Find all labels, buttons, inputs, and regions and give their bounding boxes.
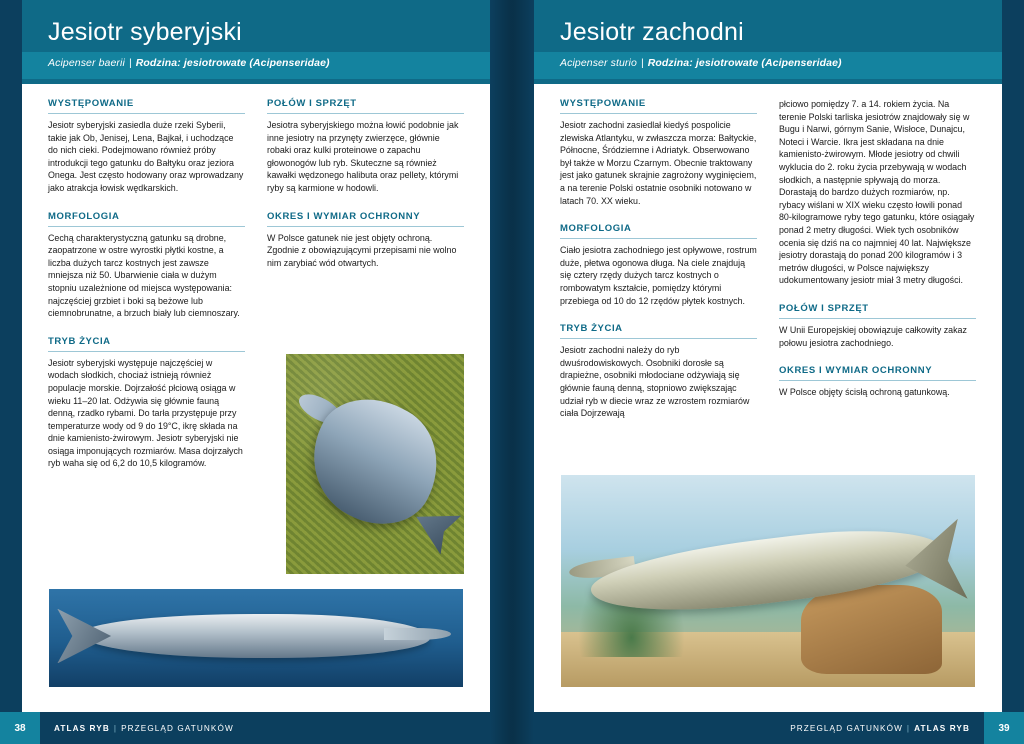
section-heading-polow-left: POŁÓW I SPRZĘT [267, 98, 464, 114]
left-page-subtitle-bar [22, 52, 490, 79]
left-page-footer [0, 712, 512, 744]
left-footer-section: PRZEGLĄD GATUNKÓW [121, 723, 234, 733]
section-okres-left [267, 211, 464, 270]
left-page-family-name: Rodzina: jesiotrowate (Acipenseridae) [135, 57, 330, 69]
section-text-morfologia-left: Cechą charakterystyczną gatunku są drobne, zaopatrzone w ostre wyrostki płytki kostne, a liczba dużych tarcz kostnych jest zawsze mniejsza niż 50. Ubarwienie ciała w dużym stopniu uzależnione od miejsca występowania: najczęściej grzbiet i boki są beżowe lub ciemnobrunatne, a brzuch biały lub ciemnoszary. [48, 232, 240, 319]
section-text-tryb-zycia-continued-right: płciowo pomiędzy 7. a 14. rokiem życia. Na terenie Polski tarliska jesiotrów znajdowały się w Bugu i Narwi, górnym Sanie, Wisłoce, Dunajcu, Noteci i Warcie. Ikra jest składana na dnie kamienisto-żwirowym. Młode jesiotry od chwili wyklucia do 2. roku życia przebywają w wodach słodkich, a następnie spływają do morza. Dorastają do bardzo dużych rozmiarów, np. rybacy wiślani w XIX wieku często łowili ponad 80-kilogramowe ryby tego gatunku, które osiągały ponad 2 metry długości. Wiek tych osobników ocenia się dziś na co najmniej 40 lat. Największe jesiotry dorastają do ponad 200 kilogramów i 3 metrów długości, w Polsce największy udokumentowany jesiotr miał 3 metry długości. [779, 99, 975, 286]
right-page-sheet [534, 0, 1002, 712]
right-page-column-1 [560, 98, 757, 436]
section-heading-tryb-zycia-right: TRYB ŻYCIA [560, 323, 757, 339]
left-page-taxonomy [48, 57, 330, 69]
left-page-column-1 [48, 98, 245, 486]
section-heading-morfologia-right: MORFOLOGIA [560, 223, 757, 239]
section-text-wystepowanie-right: Jesiotr zachodni zasiedlał kiedyś pospolicie zlewiska Atlantyku, w zwłaszcza morza: Bałtyckie, Północne, Śródziemne i Adriatyk. Obserwowano był także w Morzu Czarnym. Obecnie traktowany jest jako gatunek skrajnie zagrożony wyginięciem, a na terenie Polski ostatnie osobniki notowano w latach 70. XX wieku. [560, 120, 757, 206]
section-polow-right [779, 303, 976, 349]
section-tryb-zycia-continued-right [779, 98, 976, 287]
left-page-footer-text [54, 724, 234, 733]
section-text-okres-left: W Polsce gatunek nie jest objęty ochroną. Zgodnie z obowiązującymi przepisami nie wolno nim zarybiać wód otwartych. [267, 232, 457, 268]
right-page-family-name: Rodzina: jesiotrowate (Acipenseridae) [647, 57, 842, 69]
section-text-polow-left: Jesiotra syberyjskiego można łowić podobnie jak inne jesiotry na przynęty zwierzęce, głównie robaki oraz kulki proteinowe o zapachu głowonogów lub ryb. Skuteczne są również kawałki wędzonego halibuta oraz pellety, którymi ryby są karmione w hodowli. [267, 120, 459, 193]
left-page-sheet [22, 0, 490, 712]
section-text-tryb-zycia-right: Jesiotr zachodni należy do ryb dwuśrodowiskowych. Osobniki dorosłe są drapieżne, osobniki młodociane odżywiają się głównie fauną denną, stopniowo zwiększając udział ryb w diecie wraz ze wzrostem rozmiarów ciała Dojrzewają [560, 345, 750, 419]
photo-sturgeon-in-blue-water [48, 588, 464, 688]
right-page-column-2 [779, 98, 976, 436]
right-page-title: Jesiotr zachodni [560, 18, 744, 46]
right-page-columns [560, 98, 976, 436]
section-text-tryb-zycia-left: Jesiotr syberyjski występuje najczęściej w wodach słodkich, chociaż istnieją również populacje morskie. Dojrzałość płciową osiąga w wieku 11–20 lat. Odżywia się głównie fauną denną, rzadko rybami. Do tarła przystępuje przy temperaturze wody od 9 do 19°C, ikrę składa na dnie kamienisto-żwirowym. Jesiotr syberyjski nie osiąga imponujących rozmiarów. Masa dojrzałych ryb waha się od 6,2 do 10,5 kilogramów. [48, 357, 243, 469]
right-page-footer-text [790, 724, 970, 733]
right-page-species-name: Acipenser sturio [560, 57, 637, 69]
right-page-footer [512, 712, 1024, 744]
section-okres-right [779, 365, 976, 399]
right-page-subtitle-bar [534, 52, 1002, 79]
right-page-taxonomy [560, 57, 842, 69]
section-tryb-zycia-right [560, 323, 757, 420]
section-text-okres-right: W Polsce objęty ścisłą ochroną gatunkową. [779, 387, 950, 398]
section-heading-polow-right: POŁÓW I SPRZĘT [779, 303, 976, 319]
section-heading-morfologia-left: MORFOLOGIA [48, 211, 245, 227]
section-heading-tryb-zycia-left: TRYB ŻYCIA [48, 336, 245, 352]
photo-fish2-snout [384, 628, 450, 640]
right-footer-book-title: ATLAS RYB [914, 723, 970, 733]
left-page-title: Jesiotr syberyjski [48, 18, 242, 46]
right-footer-section: PRZEGLĄD GATUNKÓW [790, 723, 903, 733]
illustration-atlantic-sturgeon-underwater [560, 474, 976, 688]
illustration-rock [801, 585, 942, 674]
left-page-separator: | [128, 57, 132, 69]
section-morfologia-right [560, 223, 757, 307]
section-heading-wystepowanie-left: WYSTĘPOWANIE [48, 98, 245, 114]
left-footer-book-title: ATLAS RYB [54, 723, 110, 733]
photo-fish2-tail [57, 609, 111, 664]
section-heading-okres-right: OKRES I WYMIAR OCHRONNY [779, 365, 976, 381]
right-page [512, 0, 1024, 744]
section-heading-wystepowanie-right: WYSTĘPOWANIE [560, 98, 757, 114]
left-footer-divider: | [113, 723, 118, 733]
section-wystepowanie-right [560, 98, 757, 207]
right-page-number: 39 [984, 712, 1024, 744]
right-footer-divider: | [906, 723, 911, 733]
left-page-number: 38 [0, 712, 40, 744]
section-tryb-zycia-left [48, 336, 245, 470]
left-page-header [22, 0, 490, 84]
right-page-separator: | [640, 57, 644, 69]
photo-sturgeon-on-algae [285, 353, 465, 575]
right-page-header [534, 0, 1002, 84]
section-text-polow-right: W Unii Europejskiej obowiązuje całkowity zakaz połowu jesiotra zachodniego. [779, 324, 967, 348]
section-polow-left [267, 98, 464, 195]
section-text-wystepowanie-left: Jesiotr syberyjski zasiedla duże rzeki Syberii, takie jak Ob, Jenisej, Lena, Bajkał, i uchodzące do nich cieki. Podejmowano również próby introdukcji tego gatunku do Bałtyku oraz jeziora Onega. Jest często hodowany oraz wprowadzany jako atrakcja łowisk wędkarskich. [48, 120, 244, 193]
photo-fish2-body [82, 614, 430, 657]
section-heading-okres-left: OKRES I WYMIAR OCHRONNY [267, 211, 464, 227]
section-morfologia-left [48, 211, 245, 320]
left-page-species-name: Acipenser baerii [48, 57, 125, 69]
section-wystepowanie-left [48, 98, 245, 195]
section-text-morfologia-right: Ciało jesiotra zachodniego jest opływowe, rostrum duże, płetwa ogonowa długa. Na ciele znajdują się cztery rzędy dużych tarcz kostnych o rombowatym kształcie, pomiędzy którymi przebiega od 10 do 12 rzędów płytek kostnych. [560, 245, 757, 306]
